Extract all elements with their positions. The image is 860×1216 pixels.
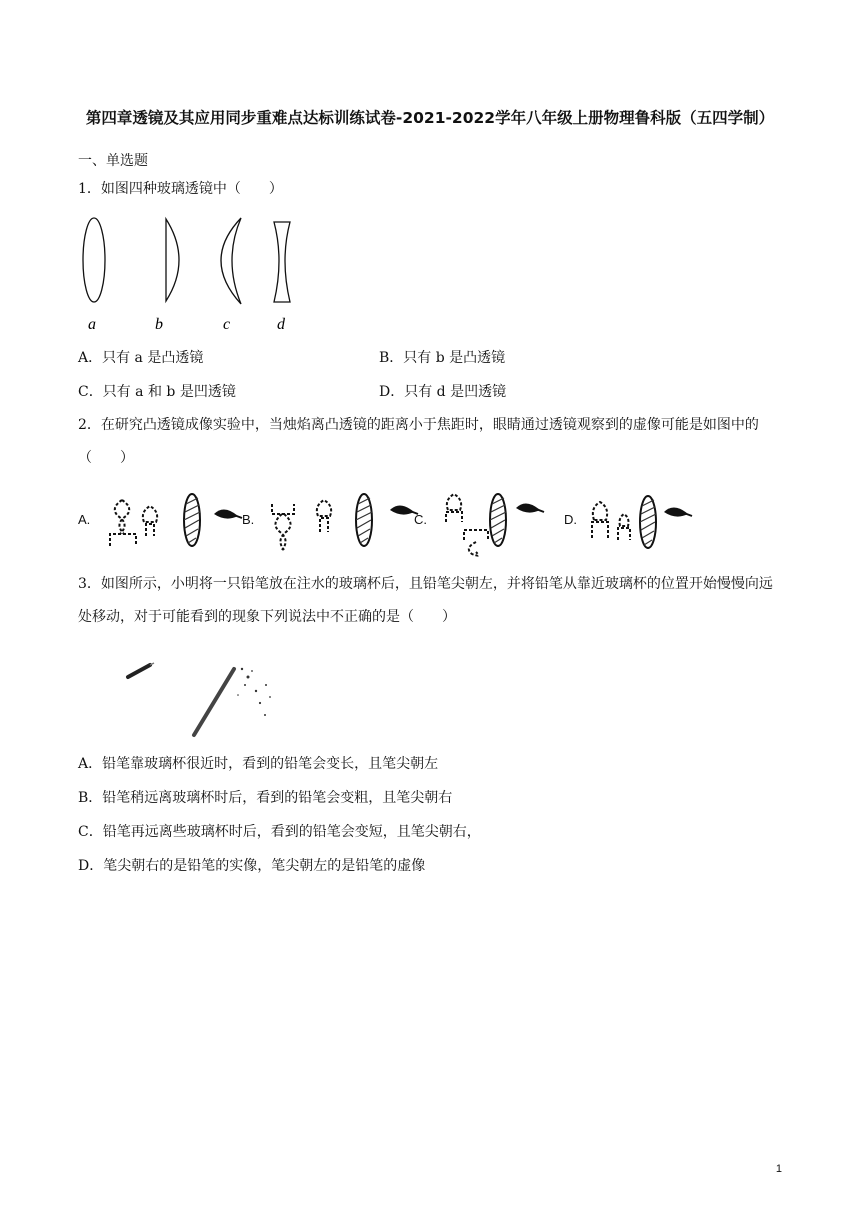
lens-icon xyxy=(184,494,200,546)
q3-option-d[interactable]: D．笔尖朝右的是铅笔的实像，笔尖朝左的是铅笔的虚像 xyxy=(78,858,426,874)
lens-c xyxy=(221,218,241,304)
q2-option-c-figure[interactable] xyxy=(440,486,560,558)
q2-option-b-figure[interactable] xyxy=(262,490,422,554)
lens-d xyxy=(274,222,290,302)
lens-icon xyxy=(490,494,506,546)
q1-option-a[interactable]: A．只有 a 是凸透镜 xyxy=(78,350,204,366)
pencil-glass-figure xyxy=(120,655,290,745)
q2-option-b-label[interactable]: B. xyxy=(242,512,255,527)
pencil-short xyxy=(128,665,150,677)
page-number: 1 xyxy=(775,1163,782,1175)
q3-option-a[interactable]: A．铅笔靠玻璃杯很近时，看到的铅笔会变长，且笔尖朝左 xyxy=(78,756,439,772)
eye-icon xyxy=(664,507,688,516)
speckles xyxy=(237,668,271,716)
q2-option-d-label[interactable]: D. xyxy=(564,512,577,527)
q3-option-b[interactable]: B．铅笔稍远离玻璃杯时后，看到的铅笔会变粗，且笔尖朝右 xyxy=(78,790,453,806)
q1-option-c[interactable]: C．只有 a 和 b 是凹透镜 xyxy=(78,384,236,400)
eye-icon xyxy=(390,505,414,514)
lens-b xyxy=(166,219,179,301)
eye-icon xyxy=(214,509,238,518)
q2-option-a-label[interactable]: A. xyxy=(78,512,91,527)
lens-label-c: c xyxy=(223,316,231,333)
section-header: 一、单选题 xyxy=(78,153,148,169)
lens-icon xyxy=(640,496,656,548)
question-1-stem: 1．如图四种玻璃透镜中（ ） xyxy=(78,181,283,197)
question-3-stem: 3．如图所示，小明将一只铅笔放在注水的玻璃杯后，且铅笔尖朝左，并将铅笔从靠近玻璃杯的位置开始慢慢向远处移动，对于可能看到的现象下列说法中不正确的是（ ） xyxy=(78,576,773,625)
q1-option-b[interactable]: B．只有 b 是凸透镜 xyxy=(379,350,506,366)
eye-icon xyxy=(516,503,540,512)
lens-a xyxy=(83,218,105,302)
q2-option-d-figure[interactable] xyxy=(588,490,698,554)
lens-label-b: b xyxy=(155,316,163,333)
pencil-long xyxy=(194,669,234,735)
q3-option-c[interactable]: C．铅笔再远离些玻璃杯时后，看到的铅笔会变短，且笔尖朝右， xyxy=(78,824,481,840)
lens-label-d: d xyxy=(277,316,285,333)
question-2-stem: 2．在研究凸透镜成像实验中，当烛焰离凸透镜的距离小于焦距时，眼睛通过透镜观察到的虚像可能是如图中的（ ） xyxy=(78,417,759,466)
q1-option-d[interactable]: D．只有 d 是凹透镜 xyxy=(379,384,507,400)
lens-icon xyxy=(356,494,372,546)
q2-option-a-figure[interactable] xyxy=(100,490,250,554)
document-title: 第四章透镜及其应用同步重难点达标训练试卷-2021-2022学年八年级上册物理鲁科版（五四学制） xyxy=(85,109,775,127)
q2-option-c-label[interactable]: C. xyxy=(414,512,427,527)
lens-label-a: a xyxy=(88,316,96,333)
lens-figure xyxy=(78,214,308,338)
